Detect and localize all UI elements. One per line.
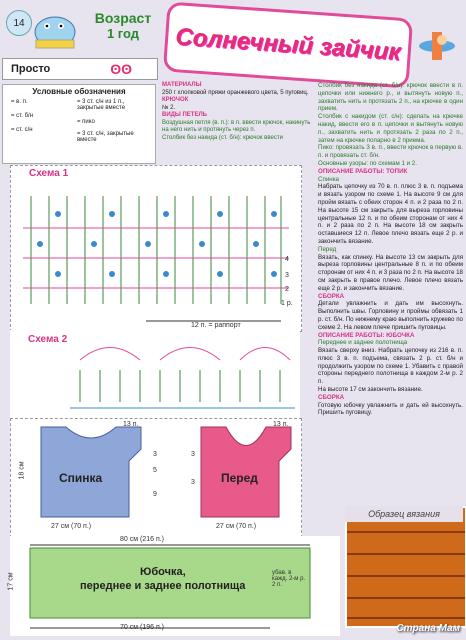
legend-item-dc3tog: = 3 ст. с/н, закрытые вместе	[77, 131, 134, 143]
page-title	[163, 2, 413, 89]
hippo-logo	[30, 6, 80, 50]
dim-9: 9	[153, 491, 157, 498]
back-piece-label: Спинка	[59, 471, 103, 485]
scheme2-diagram	[10, 330, 300, 418]
skirt-title: ОПИСАНИЕ РАБОТЫ: ЮБОЧКА	[318, 331, 415, 339]
assembly2-title: СБОРКА	[318, 393, 345, 401]
scheme1-repeat: 12 п. = раппорт	[191, 322, 241, 329]
back-text: Набрать цепочку из 70 в. п. плюс 3 в. п. подъема и вязать узором по схеме 1. На высоте 9 см для пройм вязать с обеих сторон 4 п. и 2 раза по 2 п. На высоте 15 см закрыть для выреза горловины центральные 12 п. и по обеим сторонам от них 4 п. и 2 раза по 2 п. На высоте 18 см закрыть оставшиеся 12 п. Левое плечо вязать еще 2 р. и закончить вязание.	[318, 183, 463, 245]
assembly2-text: Готовую юбочку увлажнить и дать ей высохнуть. Пришить пуговицу.	[318, 401, 463, 417]
legend-box	[2, 84, 156, 164]
back-top-dim: 13 п.	[123, 421, 139, 428]
pattern-pieces	[10, 418, 302, 538]
age-badge	[88, 10, 158, 42]
assembly-text: Детали увлажнить и дать им высохнуть. Выполнить швы. Горловину и проймы обвязать 1 р. ст. б/н. По нижнему краю выполнить кружево по схеме 2. На левом плече пришить пуговицы.	[318, 300, 463, 331]
loops-title: ВИДЫ ПЕТЕЛЬ	[162, 112, 207, 118]
scheme1-row4: 4	[285, 256, 289, 263]
airplane-icon	[412, 24, 462, 69]
difficulty-badge	[2, 58, 158, 80]
age-label: Возраст	[94, 10, 152, 26]
scheme2-chart	[10, 330, 300, 418]
scheme1-chart	[11, 166, 301, 331]
scheme1-row3: 3	[285, 272, 289, 279]
skirt-label-2: переднее и заднее полотнища	[80, 580, 246, 592]
skirt-text2: На высоте 17 см закончить вязание.	[318, 386, 423, 394]
back-title: Спинка	[318, 175, 339, 183]
skirt-top-width: 80 см (216 п.)	[120, 536, 165, 543]
hook-title: КРЮЧОК	[162, 97, 189, 103]
materials-block	[162, 82, 312, 142]
skirt-decrease-note: убав. в кажд. 2-м р. 2 п.	[272, 570, 306, 588]
skirt-label-1: Юбочка,	[140, 566, 186, 578]
front-title: Перед	[318, 245, 337, 253]
legend-item-chain: = в. п.	[11, 99, 28, 105]
legend-item-cluster: = 3 ст. с/н из 1 п., закрытые вместе	[77, 99, 126, 111]
difficulty-label: Просто	[11, 63, 51, 75]
age-value: 1 год	[106, 26, 140, 41]
front-piece-label: Перед	[221, 471, 258, 485]
page-number: 14	[6, 10, 32, 36]
front-text: Вязать, как спинку. На высоте 13 см закрыть для выреза горловины центральные 8 п. и по обеим сторонам от них 4 п. и 3 раза по 2 п. На высоте 18 см закрыть в правое плечо. Левое плечо вязать еще 2 р. и закончить вязание.	[318, 253, 463, 292]
materials-title: МАТЕРИАЛЫ	[162, 82, 202, 88]
hook-text: № 2.	[162, 104, 176, 111]
scheme1-diagram	[10, 165, 302, 332]
assembly-title: СБОРКА	[318, 292, 345, 300]
scheme1-row1: 1 р.	[281, 300, 293, 307]
sc-text: Столбик без накида (ст. б/н): крючок ввести	[162, 134, 283, 141]
scheme2-title: Схема 2	[28, 334, 68, 345]
instr-p2: Столбик с накидом (ст. с/н): сделать на крючке накид, ввести его в п. цепочки и вытянуть новую п., захватить нить и протязать 2 раза по 2 п., затем на крючке попарно в 2 приема.	[318, 113, 463, 144]
height-dim: 18 см	[18, 461, 26, 480]
sample-title: Образец вязания	[345, 506, 463, 522]
back-side-dim: 3	[153, 451, 157, 458]
instr-p3: Пико: провязать 3 в. п., ввести крючок в первую в. п. и провязать ст. б/н.	[318, 144, 463, 160]
scheme1-title: Схема 1	[29, 168, 69, 179]
instr-p1: Столбик без накида (ст. б/н): крючок ввести в п. цепочки или нижнего р., и вытянуть новую п., захватить нить и протязать 2 п., на крючке в один прием.	[318, 82, 463, 113]
skirt-height: 17 см	[7, 572, 15, 591]
skirt-text: Вязать сверху вниз. Набрать цепочку из 216 в. п. плюс 3 в. п. подъема, связать 2 р. ст. б/н и продолжить узором по схеме 1. Убавить с правой стороны переднего полотнища в каждом 2-м р. 2 п.	[318, 347, 463, 386]
scheme1-row2: 2	[285, 286, 289, 293]
bunny-icon: ʘʘ	[110, 61, 133, 77]
sample-texture	[347, 508, 465, 626]
back-width-dim: 27 см (70 п.)	[51, 523, 92, 530]
top-title: ОПИСАНИЕ РАБОТЫ: ТОПИК	[318, 167, 408, 175]
skirt-diagram	[7, 536, 340, 636]
loops-text: Воздушная петля (в. п.): в п. ввести крючок, накинуть на него нить и протянуть через п.	[162, 119, 311, 133]
materials-text: 250 г хлопковой пряжи оранжевого цвета, 5 пуговиц.	[162, 89, 309, 96]
legend-item-picot: = пико	[77, 119, 95, 125]
front-side-dim: 3	[191, 451, 195, 458]
instructions-column	[318, 82, 463, 417]
watermark: Страна Мам	[396, 623, 460, 634]
front-top-dim: 13 п.	[273, 421, 289, 428]
skirt-sub: Переднее и заднее полотнища	[318, 339, 408, 347]
legend-item-sc: = ст. б/н	[11, 113, 34, 119]
dim-5: 5	[153, 467, 157, 474]
legend-title: Условные обозначения	[32, 87, 126, 96]
front-width-dim: 27 см (70 п.)	[216, 523, 257, 530]
dim-3: 3	[191, 479, 195, 486]
knit-sample-image	[345, 506, 466, 628]
title-text: Солнечный зайчик	[174, 23, 402, 66]
skirt-bottom-width: 70 см (196 п.)	[120, 624, 165, 631]
legend-item-dc: = ст. с/н	[11, 127, 33, 133]
instr-p4: Основные узоры: по схемам 1 и 2.	[318, 159, 417, 167]
